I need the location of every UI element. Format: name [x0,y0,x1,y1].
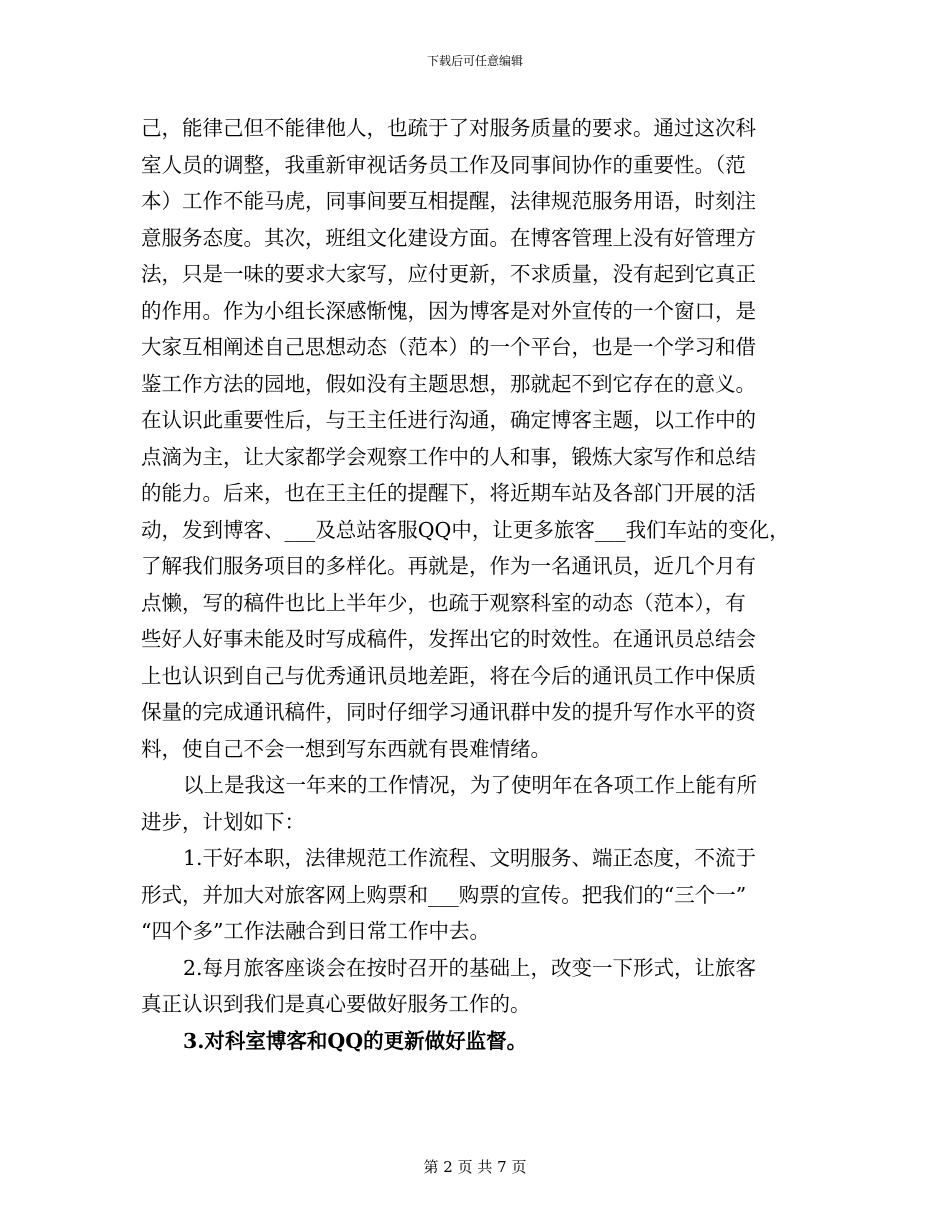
text-line: 1.干好本职，法律规范工作流程、文明服务、端正态度，不流于 [183,846,757,870]
text-line: 了解我们服务项目的多样化。再就是，作为一名通讯员，近几个月有 [141,554,756,578]
text-line: “四个多”工作法融合到日常工作中去。 [141,919,490,943]
text-line: 3.对科室博客和QQ的更新做好监督。 [183,1028,528,1053]
text-line: 在认识此重要性后，与王主任进行沟通，确定博客主题，以工作中的 [141,408,756,432]
text-line: 点懒，写的稿件也比上半年少，也疏于观察科室的动态（范本），有 [141,590,746,615]
text-line: 以上是我这一年来的工作情况，为了使明年在各项工作上能有所 [183,773,757,797]
text-line: 己，能律己但不能律他人，也疏于了对服务质量的要求。通过这次科 [141,116,756,140]
text-line: 真正认识到我们是真心要做好服务工作的。 [141,992,531,1016]
text-line: 的能力。后来，也在王主任的提醒下，将近期车站及各部门开展的活 [141,481,756,505]
text-line: 动，发到博客、___及总站客服QQ中，让更多旅客___我们车站的变化， [141,517,790,542]
text-line: 料，使自己不会一想到写东西就有畏难情绪。 [141,736,551,761]
text-line: 本）工作不能马虎，同事间要互相提醒，法律规范服务用语，时刻注 [141,189,756,213]
text-line: 的作用。作为小组长深感惭愧，因为博客是对外宣传的一个窗口，是 [141,298,756,323]
text-line: 形式，并加大对旅客网上购票和___购票的宣传。把我们的“三个一” [141,882,747,907]
page-header: 下载后可任意编辑 [426,54,523,68]
text-line: 保量的完成通讯稿件，同时仔细学习通讯群中发的提升写作水平的资 [141,700,756,724]
text-line: 进步，计划如下： [141,809,305,834]
text-line: 意服务态度。其次，班组文化建设方面。在博客管理上没有好管理方 [141,225,756,250]
text-line: 2.每月旅客座谈会在按时召开的基础上，改变一下形式，让旅客 [183,955,757,980]
text-line: 上也认识到自己与优秀通讯员地差距，将在今后的通讯员工作中保质 [141,663,756,688]
page-footer: 第 2 页 共 7 页 [423,1158,527,1176]
text-line: 些好人好事未能及时写成稿件，发挥出它的时效性。在通讯员总结会 [141,627,756,651]
text-line: 室人员的调整，我重新审视话务员工作及同事间协作的重要性。（范 [141,152,746,177]
document-body [141,110,816,1059]
text-line: 鉴工作方法的园地，假如没有主题思想，那就起不到它存在的意义。 [141,371,756,396]
text-line: 大家互相阐述自己思想动态（范本）的一个平台，也是一个学习和借 [141,335,756,359]
text-line: 法，只是一味的要求大家写，应付更新，不求质量，没有起到它真正 [141,262,756,286]
text-line: 点滴为主，让大家都学会观察工作中的人和事，锻炼大家写作和总结 [141,444,756,469]
